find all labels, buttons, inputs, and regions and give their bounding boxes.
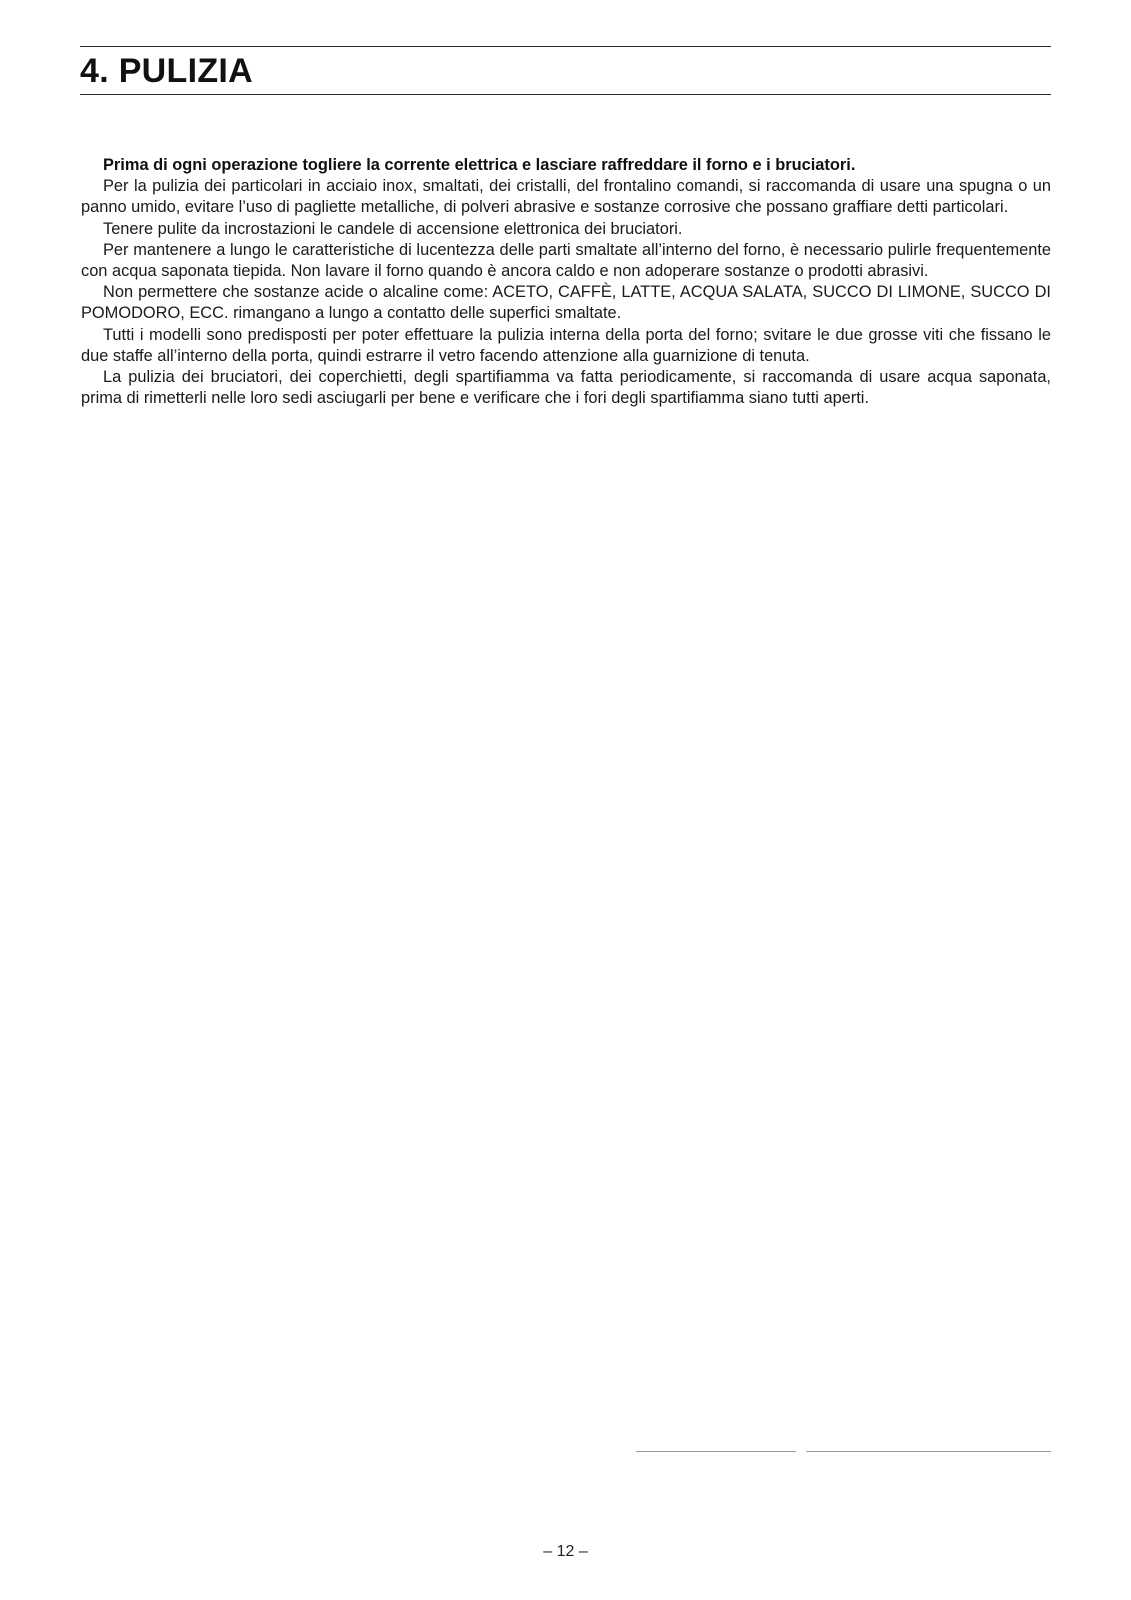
paragraph-surfaces: Per la pulizia dei particolari in acciaio inox, smaltati, dei cristalli, del frontalino comandi, si raccomanda di usare una spugna o un panno umido, evitare l’uso di pagliette metalliche, di polveri abrasive e sostanze corrosive che possano graffiare detti particolari. (81, 177, 1051, 217)
footer-rule (806, 1451, 1051, 1452)
safety-warning: Prima di ogni operazione togliere la corrente elettrica e lasciare raffreddare il forno e i bruciatori. (103, 156, 856, 174)
paragraph-door-glass: Tutti i modelli sono predisposti per poter effettuare la pulizia interna della porta del forno; svitare le due grosse viti che fissano le due staffe all’interno della porta, quindi estrarre il vetro facendo attenzione alla guarnizione di tenuta. (81, 325, 1051, 365)
title-top-rule (80, 46, 1051, 47)
title-bottom-rule (80, 94, 1051, 95)
section-body (81, 155, 1051, 409)
paragraph-acids: Non permettere che sostanze acide o alcaline come: ACETO, CAFFÈ, LATTE, ACQUA SALATA, SUCCO DI LIMONE, SUCCO DI POMODORO, ECC. rimangano a lungo a contatto delle superfici smaltate. (81, 283, 1051, 323)
paragraph-enamel: Per mantenere a lungo le caratteristiche di lucentezza delle parti smaltate all’interno del forno, è necessario pulirle frequentemente con acqua saponata tiepida. Non lavare il forno quando è ancora caldo e non adoperare sostanze o prodotti abrasivi. (81, 240, 1051, 281)
paragraph-ignition: Tenere pulite da incrostazioni le candele di accensione elettronica dei bruciatori. (103, 219, 683, 238)
paragraph-burners: La pulizia dei bruciatori, dei coperchietti, degli spartifiamma va fatta periodicamente, si raccomanda di usare acqua saponata, prima di rimetterli nelle loro sedi asciugarli per bene e verificare che i fori degli spartifiamma siano tutti aperti. (81, 368, 1051, 408)
section-title: 4. PULIZIA (80, 52, 254, 90)
page-number: – 12 – (543, 1543, 588, 1560)
footer-rule (636, 1451, 796, 1452)
